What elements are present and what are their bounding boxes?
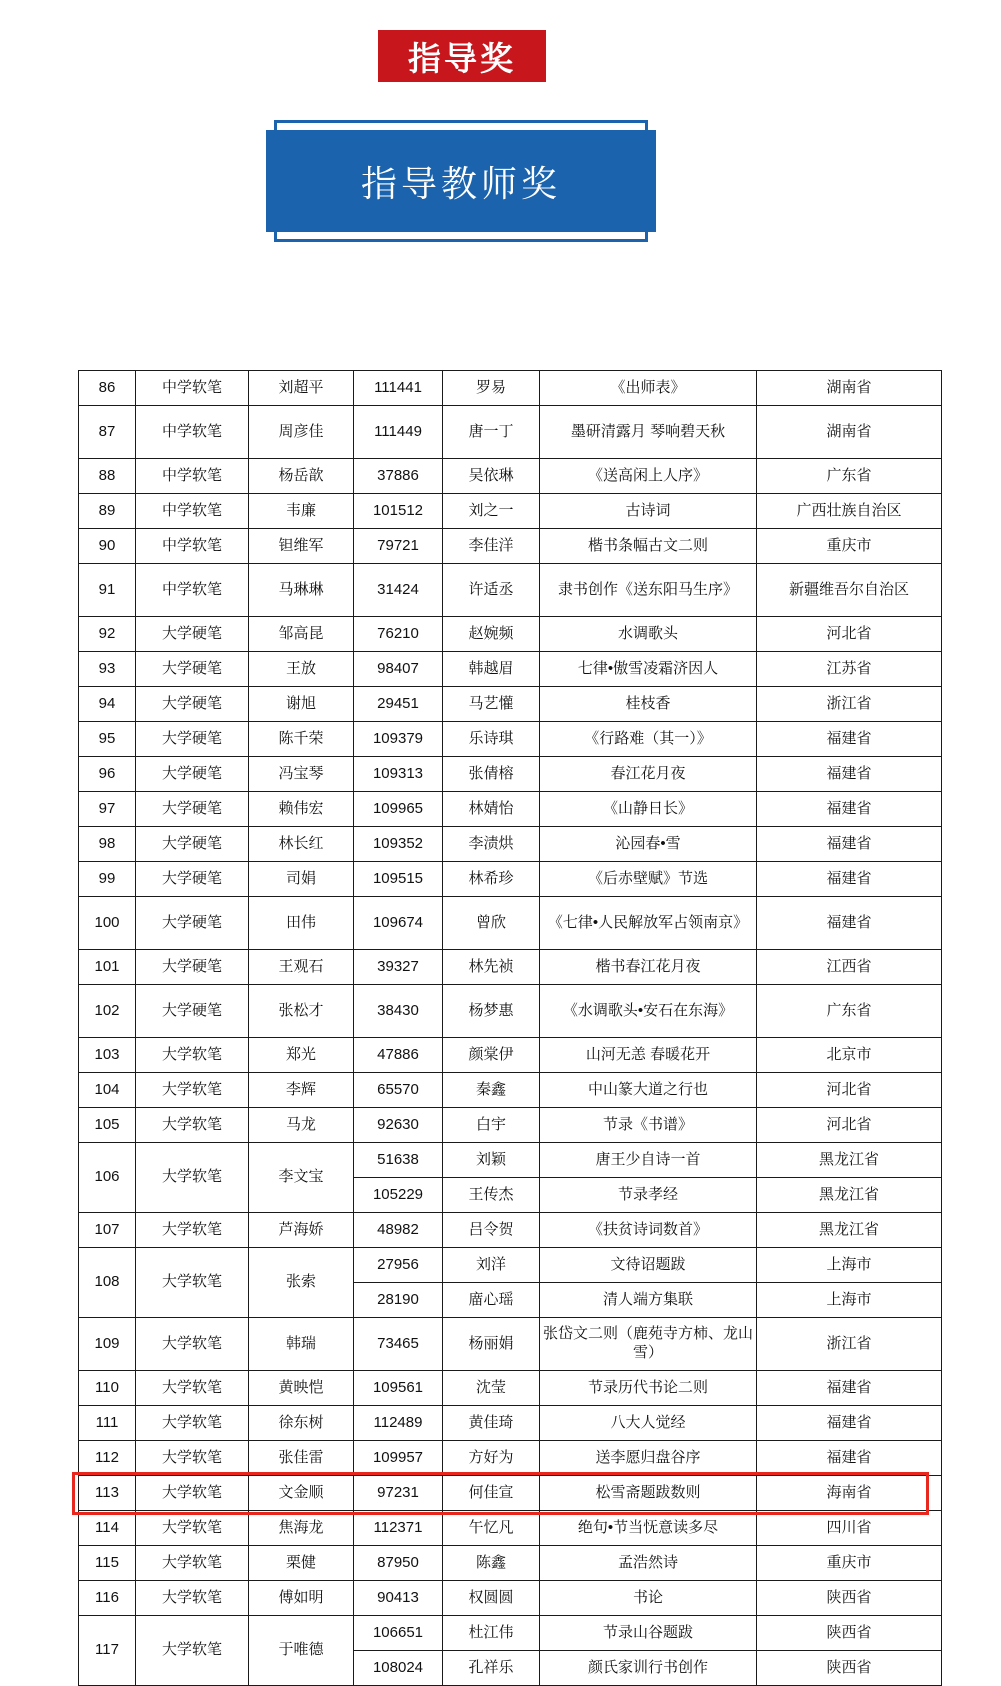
table-row — [79, 687, 942, 722]
cell-no: 98 — [79, 827, 136, 862]
cell-code: 31424 — [354, 564, 443, 617]
cell-student: 孔祥乐 — [443, 1651, 540, 1686]
cell-region: 福建省 — [757, 862, 942, 897]
cell-student: 庿心瑶 — [443, 1283, 540, 1318]
cell-category: 大学软笔 — [136, 1546, 249, 1581]
table-row — [79, 406, 942, 459]
cell-region: 黑龙江省 — [757, 1213, 942, 1248]
cell-work: 《后赤壁赋》节选 — [540, 862, 757, 897]
cell-region: 陕西省 — [757, 1581, 942, 1616]
cell-region: 陕西省 — [757, 1616, 942, 1651]
table-row — [79, 652, 942, 687]
cell-work: 节录历代书论二则 — [540, 1371, 757, 1406]
cell-student: 林希珍 — [443, 862, 540, 897]
cell-work: 《行路难（其一）》 — [540, 722, 757, 757]
table-row — [79, 1038, 942, 1073]
cell-code: 90413 — [354, 1581, 443, 1616]
cell-no: 115 — [79, 1546, 136, 1581]
cell-work: 节录山谷题跋 — [540, 1616, 757, 1651]
cell-region: 河北省 — [757, 617, 942, 652]
table-row — [79, 494, 942, 529]
cell-teacher: 冯宝琴 — [249, 757, 354, 792]
cell-region: 河北省 — [757, 1073, 942, 1108]
cell-region: 湖南省 — [757, 406, 942, 459]
cell-no: 96 — [79, 757, 136, 792]
cell-category: 大学硬笔 — [136, 897, 249, 950]
table-row — [79, 897, 942, 950]
cell-category: 大学软笔 — [136, 1038, 249, 1073]
cell-teacher: 文金顺 — [249, 1476, 354, 1511]
subtitle-label: 指导教师奖 — [360, 162, 561, 204]
cell-student: 李佳洋 — [443, 529, 540, 564]
cell-code: 109957 — [354, 1441, 443, 1476]
table-row — [79, 1546, 942, 1581]
cell-teacher: 韩瑞 — [249, 1318, 354, 1371]
cell-code: 38430 — [354, 985, 443, 1038]
cell-code: 48982 — [354, 1213, 443, 1248]
cell-student: 曾欣 — [443, 897, 540, 950]
cell-student: 乐诗琪 — [443, 722, 540, 757]
cell-code: 51638 — [354, 1143, 443, 1178]
cell-code: 87950 — [354, 1546, 443, 1581]
cell-region: 广东省 — [757, 459, 942, 494]
table-row — [79, 371, 942, 406]
cell-code: 105229 — [354, 1178, 443, 1213]
cell-student: 秦鑫 — [443, 1073, 540, 1108]
cell-code: 97231 — [354, 1476, 443, 1511]
cell-student: 杜江伟 — [443, 1616, 540, 1651]
award-table-wrapper — [78, 370, 923, 1686]
cell-work: 节录孝经 — [540, 1178, 757, 1213]
cell-category: 大学软笔 — [136, 1511, 249, 1546]
cell-teacher: 司娟 — [249, 862, 354, 897]
cell-code: 109674 — [354, 897, 443, 950]
cell-teacher: 谢旭 — [249, 687, 354, 722]
cell-no: 101 — [79, 950, 136, 985]
cell-no: 113 — [79, 1476, 136, 1511]
cell-student: 王传杰 — [443, 1178, 540, 1213]
cell-code: 76210 — [354, 617, 443, 652]
cell-category: 大学软笔 — [136, 1318, 249, 1371]
cell-no: 106 — [79, 1143, 136, 1213]
cell-teacher: 张索 — [249, 1248, 354, 1318]
cell-student: 刘洋 — [443, 1248, 540, 1283]
cell-no: 99 — [79, 862, 136, 897]
cell-teacher: 张佳雷 — [249, 1441, 354, 1476]
cell-category: 中学软笔 — [136, 406, 249, 459]
cell-student: 沈莹 — [443, 1371, 540, 1406]
cell-student: 权圆圆 — [443, 1581, 540, 1616]
cell-region: 上海市 — [757, 1248, 942, 1283]
cell-student: 午忆凡 — [443, 1511, 540, 1546]
cell-category: 大学硬笔 — [136, 827, 249, 862]
cell-teacher: 李辉 — [249, 1073, 354, 1108]
cell-teacher: 林长红 — [249, 827, 354, 862]
cell-work: 松雪斋题跋数则 — [540, 1476, 757, 1511]
cell-code: 39327 — [354, 950, 443, 985]
cell-category: 中学软笔 — [136, 371, 249, 406]
table-row — [79, 1143, 942, 1178]
cell-teacher: 焦海龙 — [249, 1511, 354, 1546]
cell-no: 97 — [79, 792, 136, 827]
cell-code: 47886 — [354, 1038, 443, 1073]
cell-teacher: 傅如明 — [249, 1581, 354, 1616]
cell-work: 《送高闲上人序》 — [540, 459, 757, 494]
cell-work: 节录《书谱》 — [540, 1108, 757, 1143]
cell-student: 马艺懽 — [443, 687, 540, 722]
table-row — [79, 1511, 942, 1546]
table-row — [79, 985, 942, 1038]
cell-no: 90 — [79, 529, 136, 564]
cell-region: 福建省 — [757, 827, 942, 862]
cell-no: 114 — [79, 1511, 136, 1546]
cell-category: 中学软笔 — [136, 459, 249, 494]
cell-work: 水调歌头 — [540, 617, 757, 652]
cell-student: 刘颖 — [443, 1143, 540, 1178]
cell-region: 重庆市 — [757, 529, 942, 564]
cell-work: 《山静日长》 — [540, 792, 757, 827]
cell-code: 65570 — [354, 1073, 443, 1108]
cell-no: 117 — [79, 1616, 136, 1686]
cell-teacher: 马龙 — [249, 1108, 354, 1143]
cell-work: 《出师表》 — [540, 371, 757, 406]
cell-no: 116 — [79, 1581, 136, 1616]
cell-work: 孟浩然诗 — [540, 1546, 757, 1581]
cell-teacher: 张松才 — [249, 985, 354, 1038]
cell-category: 大学软笔 — [136, 1476, 249, 1511]
cell-student: 赵婉频 — [443, 617, 540, 652]
cell-work: 山河无恙 春暖花开 — [540, 1038, 757, 1073]
cell-teacher: 黄映恺 — [249, 1371, 354, 1406]
table-row — [79, 617, 942, 652]
cell-region: 福建省 — [757, 1406, 942, 1441]
cell-category: 大学软笔 — [136, 1073, 249, 1108]
cell-code: 108024 — [354, 1651, 443, 1686]
cell-work: 文待诏题跋 — [540, 1248, 757, 1283]
cell-category: 大学硬笔 — [136, 757, 249, 792]
cell-work: 《七律•人民解放军占领南京》 — [540, 897, 757, 950]
cell-teacher: 陈千荣 — [249, 722, 354, 757]
cell-category: 大学硬笔 — [136, 687, 249, 722]
table-row — [79, 1371, 942, 1406]
cell-code: 73465 — [354, 1318, 443, 1371]
cell-student: 杨丽娟 — [443, 1318, 540, 1371]
cell-region: 北京市 — [757, 1038, 942, 1073]
table-row — [79, 792, 942, 827]
cell-code: 109313 — [354, 757, 443, 792]
cell-student: 罗易 — [443, 371, 540, 406]
cell-code: 98407 — [354, 652, 443, 687]
cell-region: 四川省 — [757, 1511, 942, 1546]
cell-code: 112371 — [354, 1511, 443, 1546]
cell-category: 大学硬笔 — [136, 652, 249, 687]
cell-teacher: 刘超平 — [249, 371, 354, 406]
cell-region: 陕西省 — [757, 1651, 942, 1686]
cell-work: 书论 — [540, 1581, 757, 1616]
cell-category: 大学软笔 — [136, 1143, 249, 1213]
cell-work: 送李愿归盘谷序 — [540, 1441, 757, 1476]
cell-region: 重庆市 — [757, 1546, 942, 1581]
table-row — [79, 1213, 942, 1248]
cell-teacher: 李文宝 — [249, 1143, 354, 1213]
cell-code: 109379 — [354, 722, 443, 757]
cell-no: 95 — [79, 722, 136, 757]
cell-category: 大学软笔 — [136, 1581, 249, 1616]
cell-teacher: 芦海娇 — [249, 1213, 354, 1248]
cell-work: 《扶贫诗词数首》 — [540, 1213, 757, 1248]
cell-work: 沁园春•雪 — [540, 827, 757, 862]
cell-category: 大学硬笔 — [136, 792, 249, 827]
cell-no: 103 — [79, 1038, 136, 1073]
table-row — [79, 722, 942, 757]
cell-student: 白宇 — [443, 1108, 540, 1143]
award-table — [78, 370, 942, 1686]
award-table-body — [79, 371, 942, 1686]
cell-region: 福建省 — [757, 1441, 942, 1476]
cell-code: 111441 — [354, 371, 443, 406]
cell-work: 中山篆大道之行也 — [540, 1073, 757, 1108]
cell-student: 杨梦惠 — [443, 985, 540, 1038]
cell-region: 浙江省 — [757, 687, 942, 722]
cell-work: 隶书创作《送东阳马生序》 — [540, 564, 757, 617]
cell-no: 111 — [79, 1406, 136, 1441]
cell-code: 92630 — [354, 1108, 443, 1143]
cell-work: 八大人觉经 — [540, 1406, 757, 1441]
cell-teacher: 邹高昆 — [249, 617, 354, 652]
cell-no: 104 — [79, 1073, 136, 1108]
table-row — [79, 862, 942, 897]
cell-student: 何佳宣 — [443, 1476, 540, 1511]
cell-category: 大学软笔 — [136, 1441, 249, 1476]
cell-work: 清人端方集联 — [540, 1283, 757, 1318]
cell-student: 颜棠伊 — [443, 1038, 540, 1073]
table-row — [79, 1108, 942, 1143]
cell-student: 林婧怡 — [443, 792, 540, 827]
cell-teacher: 郑光 — [249, 1038, 354, 1073]
cell-code: 112489 — [354, 1406, 443, 1441]
cell-code: 109352 — [354, 827, 443, 862]
table-row — [79, 1581, 942, 1616]
cell-category: 大学硬笔 — [136, 862, 249, 897]
cell-teacher: 赖伟宏 — [249, 792, 354, 827]
table-row — [79, 459, 942, 494]
cell-region: 福建省 — [757, 757, 942, 792]
cell-work: 《水调歌头•安石在东海》 — [540, 985, 757, 1038]
cell-student: 林先祯 — [443, 950, 540, 985]
table-row — [79, 757, 942, 792]
cell-region: 江西省 — [757, 950, 942, 985]
cell-work: 桂枝香 — [540, 687, 757, 722]
cell-teacher: 钽维军 — [249, 529, 354, 564]
cell-teacher: 田伟 — [249, 897, 354, 950]
title-badge — [378, 30, 546, 82]
cell-category: 中学软笔 — [136, 529, 249, 564]
cell-no: 109 — [79, 1318, 136, 1371]
cell-code: 109561 — [354, 1371, 443, 1406]
cell-no: 112 — [79, 1441, 136, 1476]
cell-region: 广东省 — [757, 985, 942, 1038]
cell-work: 楷书春江花月夜 — [540, 950, 757, 985]
cell-category: 中学软笔 — [136, 564, 249, 617]
cell-category: 大学软笔 — [136, 1248, 249, 1318]
cell-category: 大学硬笔 — [136, 950, 249, 985]
cell-teacher: 杨岳歆 — [249, 459, 354, 494]
cell-student: 方好为 — [443, 1441, 540, 1476]
cell-no: 94 — [79, 687, 136, 722]
cell-work: 绝句•节当怃意读多尽 — [540, 1511, 757, 1546]
subtitle-box — [266, 130, 656, 232]
cell-no: 93 — [79, 652, 136, 687]
cell-no: 89 — [79, 494, 136, 529]
table-row — [79, 564, 942, 617]
cell-code: 111449 — [354, 406, 443, 459]
table-row — [79, 1073, 942, 1108]
cell-code: 27956 — [354, 1248, 443, 1283]
cell-category: 大学硬笔 — [136, 722, 249, 757]
title-badge-label: 指导奖 — [408, 39, 516, 77]
cell-no: 102 — [79, 985, 136, 1038]
cell-code: 29451 — [354, 687, 443, 722]
cell-teacher: 王观石 — [249, 950, 354, 985]
cell-category: 中学软笔 — [136, 494, 249, 529]
cell-region: 湖南省 — [757, 371, 942, 406]
cell-code: 109515 — [354, 862, 443, 897]
cell-region: 河北省 — [757, 1108, 942, 1143]
cell-work: 唐王少自诗一首 — [540, 1143, 757, 1178]
table-row — [79, 1616, 942, 1651]
cell-teacher: 周彦佳 — [249, 406, 354, 459]
cell-work: 七律•傲雪凌霜济因人 — [540, 652, 757, 687]
table-row — [79, 950, 942, 985]
cell-category: 大学软笔 — [136, 1406, 249, 1441]
cell-teacher: 王放 — [249, 652, 354, 687]
cell-work: 楷书条幅古文二则 — [540, 529, 757, 564]
subtitle-banner — [266, 120, 656, 244]
table-row — [79, 827, 942, 862]
cell-student: 许适丞 — [443, 564, 540, 617]
cell-region: 上海市 — [757, 1283, 942, 1318]
cell-category: 大学软笔 — [136, 1371, 249, 1406]
cell-student: 陈鑫 — [443, 1546, 540, 1581]
cell-no: 88 — [79, 459, 136, 494]
cell-student: 唐一丁 — [443, 406, 540, 459]
cell-work: 墨研清露月 琴响碧天秋 — [540, 406, 757, 459]
cell-category: 大学硬笔 — [136, 985, 249, 1038]
cell-no: 110 — [79, 1371, 136, 1406]
table-row — [79, 1406, 942, 1441]
cell-code: 106651 — [354, 1616, 443, 1651]
cell-teacher: 于唯德 — [249, 1616, 354, 1686]
cell-no: 105 — [79, 1108, 136, 1143]
cell-work: 春江花月夜 — [540, 757, 757, 792]
cell-region: 浙江省 — [757, 1318, 942, 1371]
cell-no: 108 — [79, 1248, 136, 1318]
table-row — [79, 1248, 942, 1283]
cell-student: 吕令贺 — [443, 1213, 540, 1248]
cell-work: 张岱文二则（鹿苑寺方柿、龙山雪） — [540, 1318, 757, 1371]
cell-region: 福建省 — [757, 792, 942, 827]
cell-no: 100 — [79, 897, 136, 950]
cell-student: 刘之一 — [443, 494, 540, 529]
cell-code: 101512 — [354, 494, 443, 529]
cell-region: 黑龙江省 — [757, 1178, 942, 1213]
cell-student: 吴依琳 — [443, 459, 540, 494]
cell-category: 大学软笔 — [136, 1213, 249, 1248]
cell-student: 李渍烘 — [443, 827, 540, 862]
cell-teacher: 徐东树 — [249, 1406, 354, 1441]
cell-no: 87 — [79, 406, 136, 459]
cell-teacher: 栗健 — [249, 1546, 354, 1581]
cell-no: 107 — [79, 1213, 136, 1248]
cell-region: 海南省 — [757, 1476, 942, 1511]
cell-code: 37886 — [354, 459, 443, 494]
table-row — [79, 1476, 942, 1511]
cell-region: 福建省 — [757, 1371, 942, 1406]
cell-teacher: 韦廉 — [249, 494, 354, 529]
cell-region: 新疆维吾尔自治区 — [757, 564, 942, 617]
cell-no: 92 — [79, 617, 136, 652]
cell-student: 黄佳琦 — [443, 1406, 540, 1441]
cell-work: 古诗词 — [540, 494, 757, 529]
cell-teacher: 马琳琳 — [249, 564, 354, 617]
cell-code: 28190 — [354, 1283, 443, 1318]
cell-region: 福建省 — [757, 897, 942, 950]
table-row — [79, 529, 942, 564]
cell-category: 大学软笔 — [136, 1616, 249, 1686]
cell-category: 大学软笔 — [136, 1108, 249, 1143]
cell-work: 颜氏家训行书创作 — [540, 1651, 757, 1686]
table-row — [79, 1441, 942, 1476]
cell-code: 109965 — [354, 792, 443, 827]
cell-region: 福建省 — [757, 722, 942, 757]
cell-student: 张倩榕 — [443, 757, 540, 792]
cell-region: 黑龙江省 — [757, 1143, 942, 1178]
cell-no: 91 — [79, 564, 136, 617]
cell-code: 79721 — [354, 529, 443, 564]
cell-student: 韩越眉 — [443, 652, 540, 687]
cell-no: 86 — [79, 371, 136, 406]
cell-category: 大学硬笔 — [136, 617, 249, 652]
cell-region: 江苏省 — [757, 652, 942, 687]
cell-region: 广西壮族自治区 — [757, 494, 942, 529]
table-row — [79, 1318, 942, 1371]
